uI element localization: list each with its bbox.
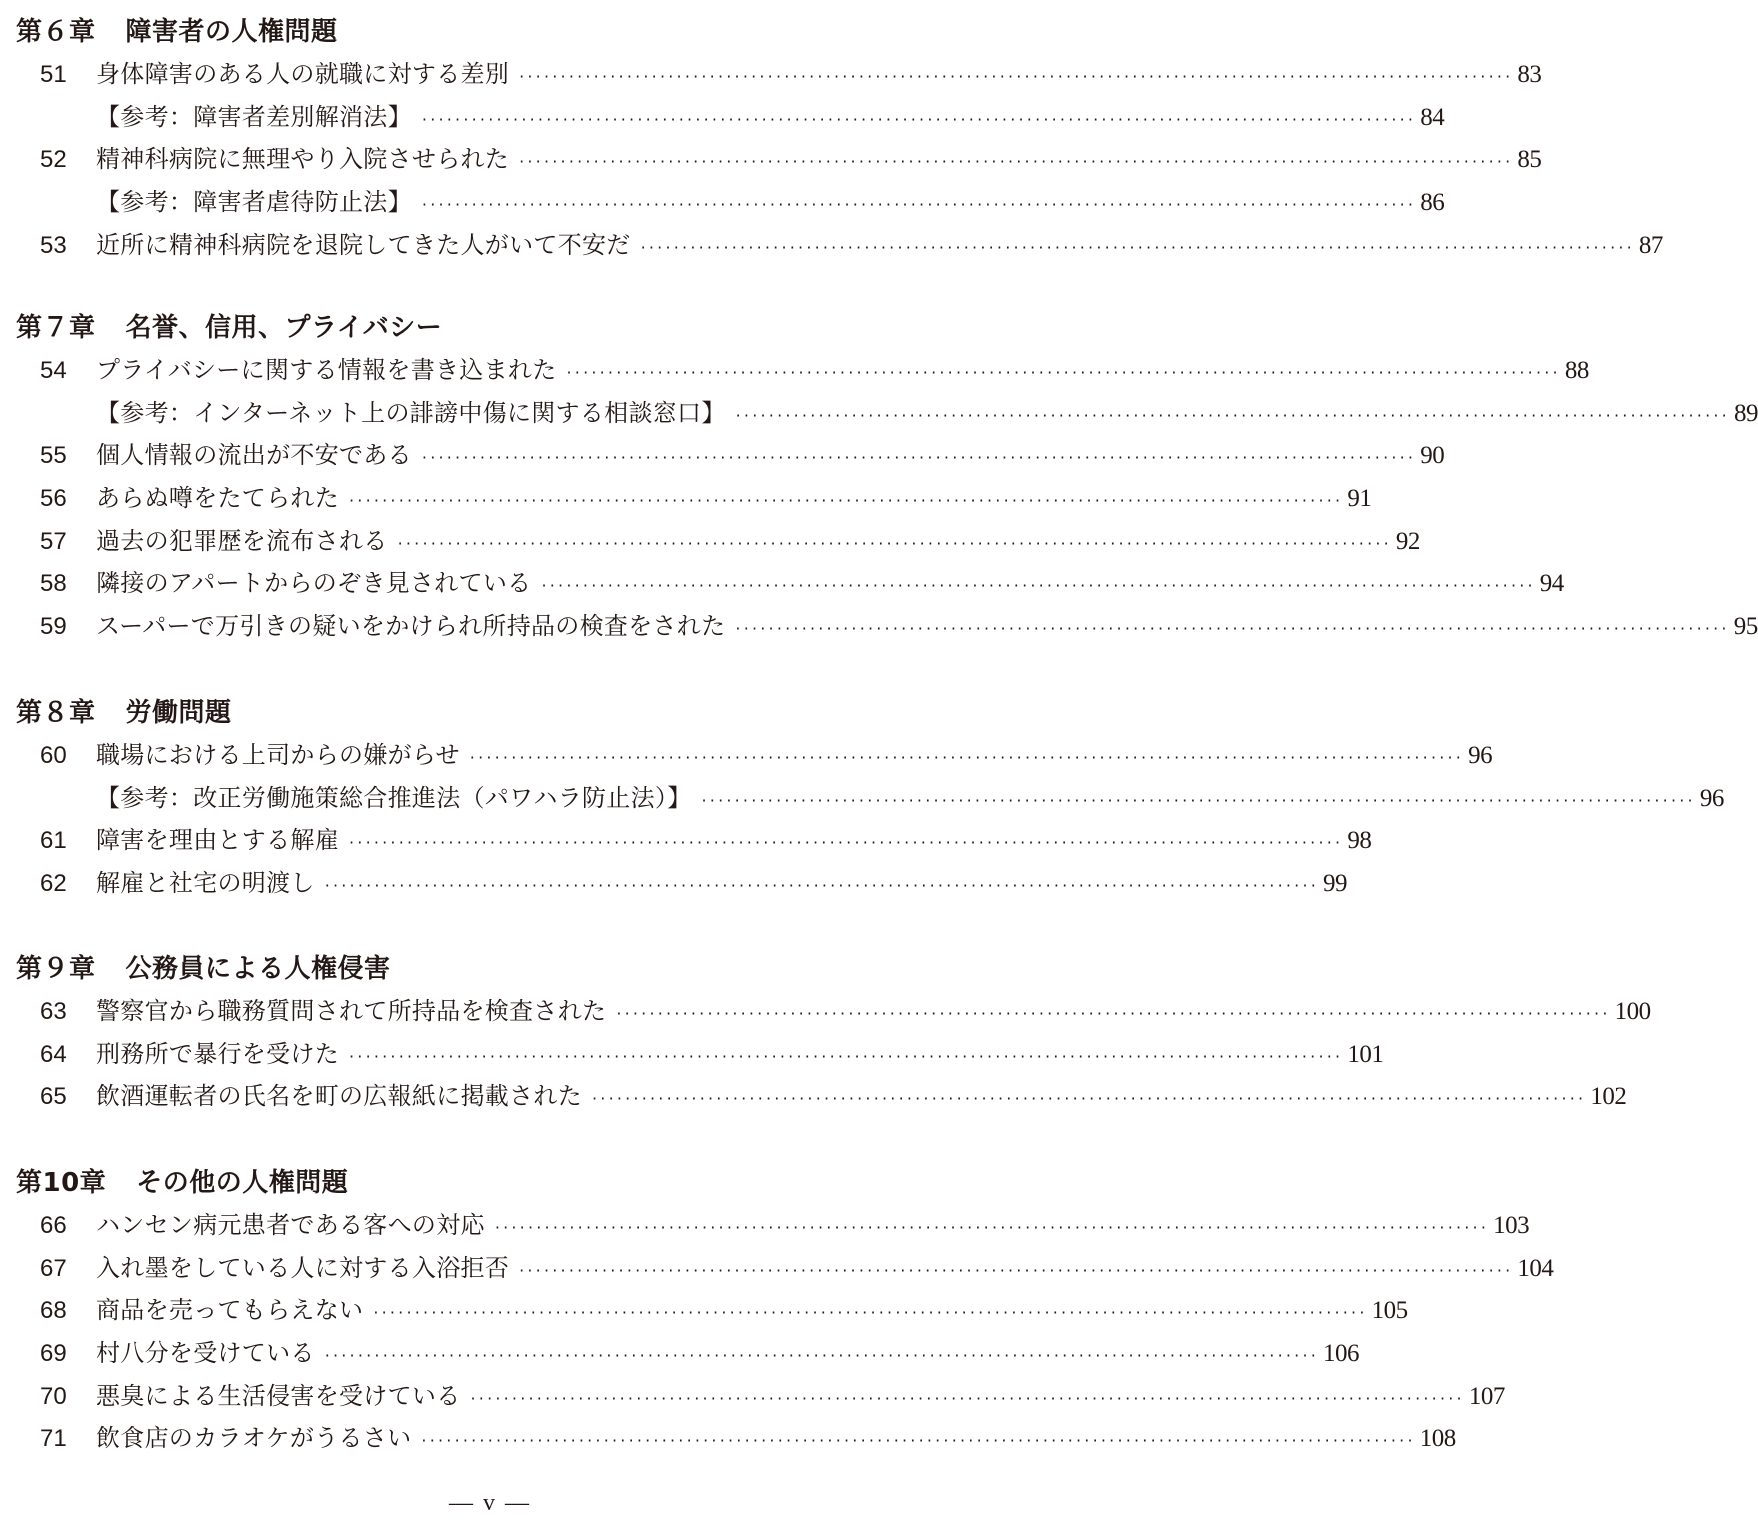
entry-number: 71 [40, 1425, 67, 1453]
entry-title: スーパーで万引きの疑いをかけられ所持品の検査をされた [96, 612, 726, 641]
entry-title: 飲食店のカラオケがうるさい [96, 1424, 412, 1453]
entry-page-number: 90 [1420, 442, 1445, 470]
entry-title: 近所に精神科病院を退院してきた人がいて不安だ [96, 230, 631, 259]
entry-page-number: 96 [1699, 784, 1724, 812]
entry-title: 身体障害のある人の就職に対する差別 [96, 60, 510, 88]
dot-leader: ························································································································ [541, 576, 1536, 596]
entry-page-number: 99 [1323, 870, 1348, 898]
toc-entry[interactable] [16, 96, 1445, 139]
chapter-label: 第10章 [16, 1168, 107, 1198]
entry-page-number: 85 [1517, 146, 1542, 174]
toc-entry[interactable] [16, 181, 1445, 224]
entry-title: 障害を理由とする解雇 [96, 826, 339, 855]
chapter-heading [16, 1162, 956, 1204]
entry-page-number: 106 [1323, 1340, 1360, 1368]
entry-number: 69 [40, 1340, 67, 1368]
toc-entry[interactable] [16, 138, 1542, 181]
entry-number: 59 [40, 613, 67, 641]
entry-title: 入れ墨をしている人に対する入浴拒否 [96, 1253, 510, 1282]
toc-entry[interactable] [16, 349, 1589, 392]
entry-title: 刑務所で暴行を受けた [96, 1039, 339, 1068]
dot-leader: ························································································································ [469, 748, 1465, 767]
entry-page-number: 100 [1614, 998, 1651, 1025]
entry-title: 飲酒運転者の氏名を町の広報紙に掲載された [96, 1082, 582, 1111]
dot-leader: ························································································································ [349, 491, 1344, 511]
toc-entry[interactable] [16, 392, 1758, 435]
entry-page-number: 105 [1371, 1297, 1408, 1325]
entry-number: 64 [40, 1040, 67, 1068]
entry-page-number: 88 [1564, 357, 1589, 384]
dot-leader: ························································································································ [349, 1046, 1344, 1066]
entry-number: 68 [40, 1297, 67, 1325]
toc-entry[interactable] [16, 734, 1493, 777]
entry-title: 商品を売ってもらえない [96, 1296, 364, 1325]
toc-entry[interactable] [16, 1204, 1530, 1247]
toc-entry[interactable] [16, 990, 1651, 1033]
chapter-heading [16, 307, 956, 349]
chapter-title: その他の人権問題 [136, 1168, 349, 1198]
entry-number: 56 [40, 485, 67, 513]
dot-leader: ························································································································ [349, 833, 1344, 853]
entry-number: 67 [40, 1254, 67, 1282]
toc-entry[interactable] [16, 1417, 1456, 1460]
entry-number: 57 [40, 527, 67, 555]
entry-page-number: 107 [1468, 1382, 1505, 1410]
entry-page-number: 102 [1590, 1083, 1627, 1111]
entry-number: 53 [40, 231, 67, 259]
toc-entry[interactable] [16, 1075, 1627, 1118]
dot-leader: ························································································································ [421, 448, 1417, 468]
dot-leader: ························································································································ [735, 619, 1730, 639]
entry-title: 職場における上司からの嫌がらせ [96, 741, 460, 769]
entry-title: プライバシーに関する情報を書き込まれた [96, 356, 557, 384]
entry-title: 【参考：障害者差別解消法】 [96, 102, 412, 131]
dot-leader: ························································································································ [421, 195, 1417, 215]
entry-title: 警察官から職務質問されて所持品を検査された [96, 997, 607, 1025]
toc-entry[interactable] [16, 1033, 1384, 1076]
entry-number: 55 [40, 442, 67, 470]
toc-entry[interactable] [16, 477, 1372, 520]
entry-page-number: 89 [1733, 399, 1758, 427]
chapter-8 [16, 692, 1724, 905]
entry-number: 65 [40, 1083, 67, 1111]
dot-leader: ························································································································ [324, 1346, 1320, 1366]
entry-title: 過去の犯罪歴を流布される [96, 526, 388, 555]
toc-entry[interactable] [16, 862, 1348, 905]
toc-entry[interactable] [16, 520, 1420, 563]
entry-title: 【参考：インターネット上の誹謗中傷に関する相談窓口】 [96, 398, 726, 427]
toc-entry[interactable] [16, 1375, 1505, 1418]
dot-leader: ························································································································ [470, 1388, 1465, 1408]
dot-leader: ························································································································ [421, 1431, 1416, 1451]
entry-page-number: 101 [1347, 1040, 1384, 1068]
entry-title: あらぬ噂をたてられた [96, 484, 339, 513]
dot-leader: ························································································································ [616, 1004, 1611, 1023]
entry-title: 【参考：障害者虐待防止法】 [96, 188, 412, 217]
chapter-label: 第７章 [16, 313, 96, 343]
dot-leader: ························································································································ [373, 1303, 1368, 1323]
entry-number: 58 [40, 570, 67, 598]
chapter-title: 公務員による人権侵害 [125, 954, 391, 984]
entry-title: 【参考：改正労働施策総合推進法（パワハラ防止法）】 [96, 783, 692, 812]
toc-entry[interactable] [16, 224, 1663, 267]
chapter-title: 名誉、信用、プライバシー [125, 313, 443, 343]
chapter-heading [16, 11, 956, 53]
entry-title: 悪臭による生活侵害を受けている [96, 1381, 461, 1410]
dot-leader: ························································································································ [397, 533, 1392, 553]
entry-number: 62 [40, 870, 67, 898]
entry-title: 解雇と社宅の明渡し [96, 869, 315, 898]
toc-entry[interactable] [16, 53, 1542, 96]
chapter-label: 第８章 [16, 698, 96, 728]
entry-page-number: 96 [1468, 742, 1493, 769]
entry-page-number: 98 [1347, 827, 1372, 855]
chapter-label: 第６章 [16, 17, 96, 47]
page-number-footer: — v — [449, 1490, 531, 1516]
dot-leader: ························································································································ [701, 790, 1696, 810]
dot-leader: ························································································································ [421, 109, 1417, 129]
dot-leader: ························································································································ [519, 152, 1514, 172]
entry-page-number: 83 [1517, 61, 1542, 88]
entry-number: 70 [40, 1382, 67, 1410]
chapter-heading [16, 692, 956, 734]
dot-leader: ························································································································ [494, 1218, 1490, 1237]
entry-page-number: 87 [1638, 231, 1663, 259]
entry-number: 60 [40, 742, 67, 769]
entry-page-number: 91 [1347, 485, 1372, 513]
entry-number: 61 [40, 827, 67, 855]
chapter-10 [16, 1162, 1554, 1460]
dot-leader: ························································································································ [519, 1260, 1514, 1280]
entry-page-number: 95 [1733, 613, 1758, 641]
entry-number: 66 [40, 1212, 67, 1239]
toc-entry[interactable] [16, 434, 1445, 477]
toc-entry[interactable] [16, 1289, 1408, 1332]
entry-title: 精神科病院に無理やり入院させられた [96, 145, 510, 174]
toc-entry[interactable] [16, 777, 1724, 820]
dot-leader: ························································································································ [566, 363, 1561, 382]
entry-title: 個人情報の流出が不安である [96, 441, 412, 470]
entry-number: 52 [40, 146, 67, 174]
entry-number: 51 [40, 61, 67, 88]
entry-number: 54 [40, 357, 67, 384]
toc-entry[interactable] [16, 562, 1564, 605]
entry-page-number: 104 [1517, 1254, 1554, 1282]
dot-leader: ························································································································ [519, 67, 1514, 86]
chapter-title: 労働問題 [125, 698, 232, 728]
chapter-title: 障害者の人権問題 [125, 17, 338, 47]
entry-number: 63 [40, 998, 67, 1025]
dot-leader: ························································································································ [324, 876, 1320, 896]
toc-entry[interactable] [16, 819, 1372, 862]
dot-leader: ························································································································ [735, 405, 1730, 425]
entry-title: ハンセン病元患者である客への対応 [96, 1211, 485, 1239]
entry-page-number: 103 [1493, 1212, 1530, 1239]
entry-page-number: 108 [1419, 1425, 1456, 1453]
chapter-heading [16, 948, 956, 990]
toc-entry[interactable] [16, 605, 1758, 648]
entry-page-number: 84 [1420, 103, 1445, 131]
dot-leader: ························································································································ [592, 1089, 1587, 1109]
entry-title: 村八分を受けている [96, 1339, 315, 1368]
entry-page-number: 94 [1539, 570, 1564, 598]
entry-page-number: 86 [1420, 189, 1445, 217]
entry-title: 隣接のアパートからのぞき見されている [96, 569, 532, 598]
chapter-6 [16, 11, 1663, 266]
toc-entry[interactable] [16, 1332, 1360, 1375]
dot-leader: ························································································································ [640, 237, 1635, 257]
entry-page-number: 92 [1395, 527, 1420, 555]
chapter-7 [16, 307, 1758, 648]
chapter-label: 第９章 [16, 954, 96, 984]
chapter-9 [16, 948, 1651, 1118]
toc-entry[interactable] [16, 1247, 1554, 1290]
